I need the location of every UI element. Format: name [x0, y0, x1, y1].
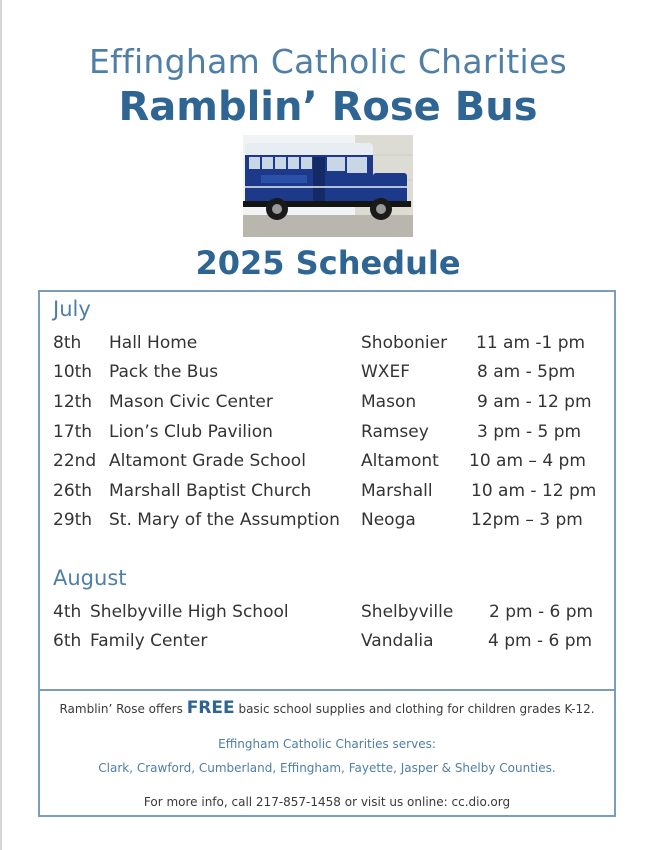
- event-row: [40, 422, 614, 448]
- event-day: 26th: [53, 481, 93, 501]
- footer-divider: [40, 689, 614, 691]
- offer-free: FREE: [186, 698, 235, 718]
- month-heading-august: August: [53, 566, 127, 590]
- event-town: Marshall: [361, 481, 433, 501]
- event-town: Shobonier: [361, 333, 448, 353]
- event-town: Altamont: [361, 451, 439, 471]
- offer-text: [40, 698, 614, 718]
- event-time: 8 am - 5pm: [477, 362, 576, 382]
- event-town: Neoga: [361, 510, 416, 530]
- event-venue: Family Center: [90, 631, 208, 651]
- bus-roof: [245, 143, 373, 157]
- serves-heading: Effingham Catholic Charities serves:: [218, 737, 436, 751]
- event-time: 3 pm - 5 pm: [477, 422, 582, 442]
- event-row: [40, 602, 614, 628]
- event-venue: St. Mary of the Assumption: [109, 510, 340, 530]
- contact-info: For more info, call 217-857-1458 or visit us online: cc.dio.org: [143, 795, 511, 809]
- event-row: [40, 631, 614, 657]
- event-day: 4th: [53, 602, 82, 622]
- month-heading-july: July: [53, 297, 91, 321]
- event-day: 22nd: [53, 451, 97, 471]
- event-town: Ramsey: [361, 422, 429, 442]
- bus-photo: [243, 135, 413, 237]
- event-day: 17th: [53, 422, 93, 442]
- bus-door: [313, 157, 325, 205]
- event-venue: Hall Home: [109, 333, 198, 353]
- event-venue: Altamont Grade School: [109, 451, 306, 471]
- event-time: 12pm – 3 pm: [471, 510, 583, 530]
- event-venue: Mason Civic Center: [109, 392, 273, 412]
- event-time: 4 pm - 6 pm: [488, 631, 593, 651]
- event-venue: Shelbyville High School: [90, 602, 289, 622]
- event-time: 9 am - 12 pm: [477, 392, 592, 412]
- offer-suffix: basic school supplies and clothing for children grades K-12.: [238, 702, 595, 716]
- event-town: Shelbyville: [361, 602, 454, 622]
- bus-sign: [261, 175, 307, 183]
- schedule-box: [38, 290, 616, 817]
- event-row: [40, 392, 614, 418]
- event-day: 12th: [53, 392, 93, 412]
- bus-illustration: [243, 135, 413, 237]
- schedule-title: 2025 Schedule: [195, 244, 461, 282]
- event-day: 10th: [53, 362, 93, 382]
- event-time: 10 am - 12 pm: [471, 481, 597, 501]
- event-venue: Lion’s Club Pavilion: [109, 422, 273, 442]
- event-venue: Pack the Bus: [109, 362, 219, 382]
- event-town: Mason: [361, 392, 417, 412]
- event-day: 29th: [53, 510, 93, 530]
- event-row: [40, 451, 614, 477]
- bus-title: Ramblin’ Rose Bus: [118, 84, 538, 130]
- event-day: 8th: [53, 333, 82, 353]
- event-time: 10 am – 4 pm: [469, 451, 586, 471]
- event-venue: Marshall Baptist Church: [109, 481, 312, 501]
- event-row: [40, 362, 614, 388]
- event-time: 11 am -1 pm: [476, 333, 586, 353]
- ground: [243, 215, 413, 237]
- org-title: Effingham Catholic Charities: [88, 42, 568, 81]
- event-row: [40, 510, 614, 536]
- offer-prefix: Ramblin’ Rose offers: [59, 702, 183, 716]
- counties-list: Clark, Crawford, Cumberland, Effingham, Fayette, Jasper & Shelby Counties.: [98, 761, 556, 775]
- event-time: 2 pm - 6 pm: [489, 602, 594, 622]
- event-town: WXEF: [361, 362, 410, 382]
- event-row: [40, 481, 614, 507]
- event-day: 6th: [53, 631, 82, 651]
- event-row: [40, 333, 614, 359]
- event-town: Vandalia: [361, 631, 434, 651]
